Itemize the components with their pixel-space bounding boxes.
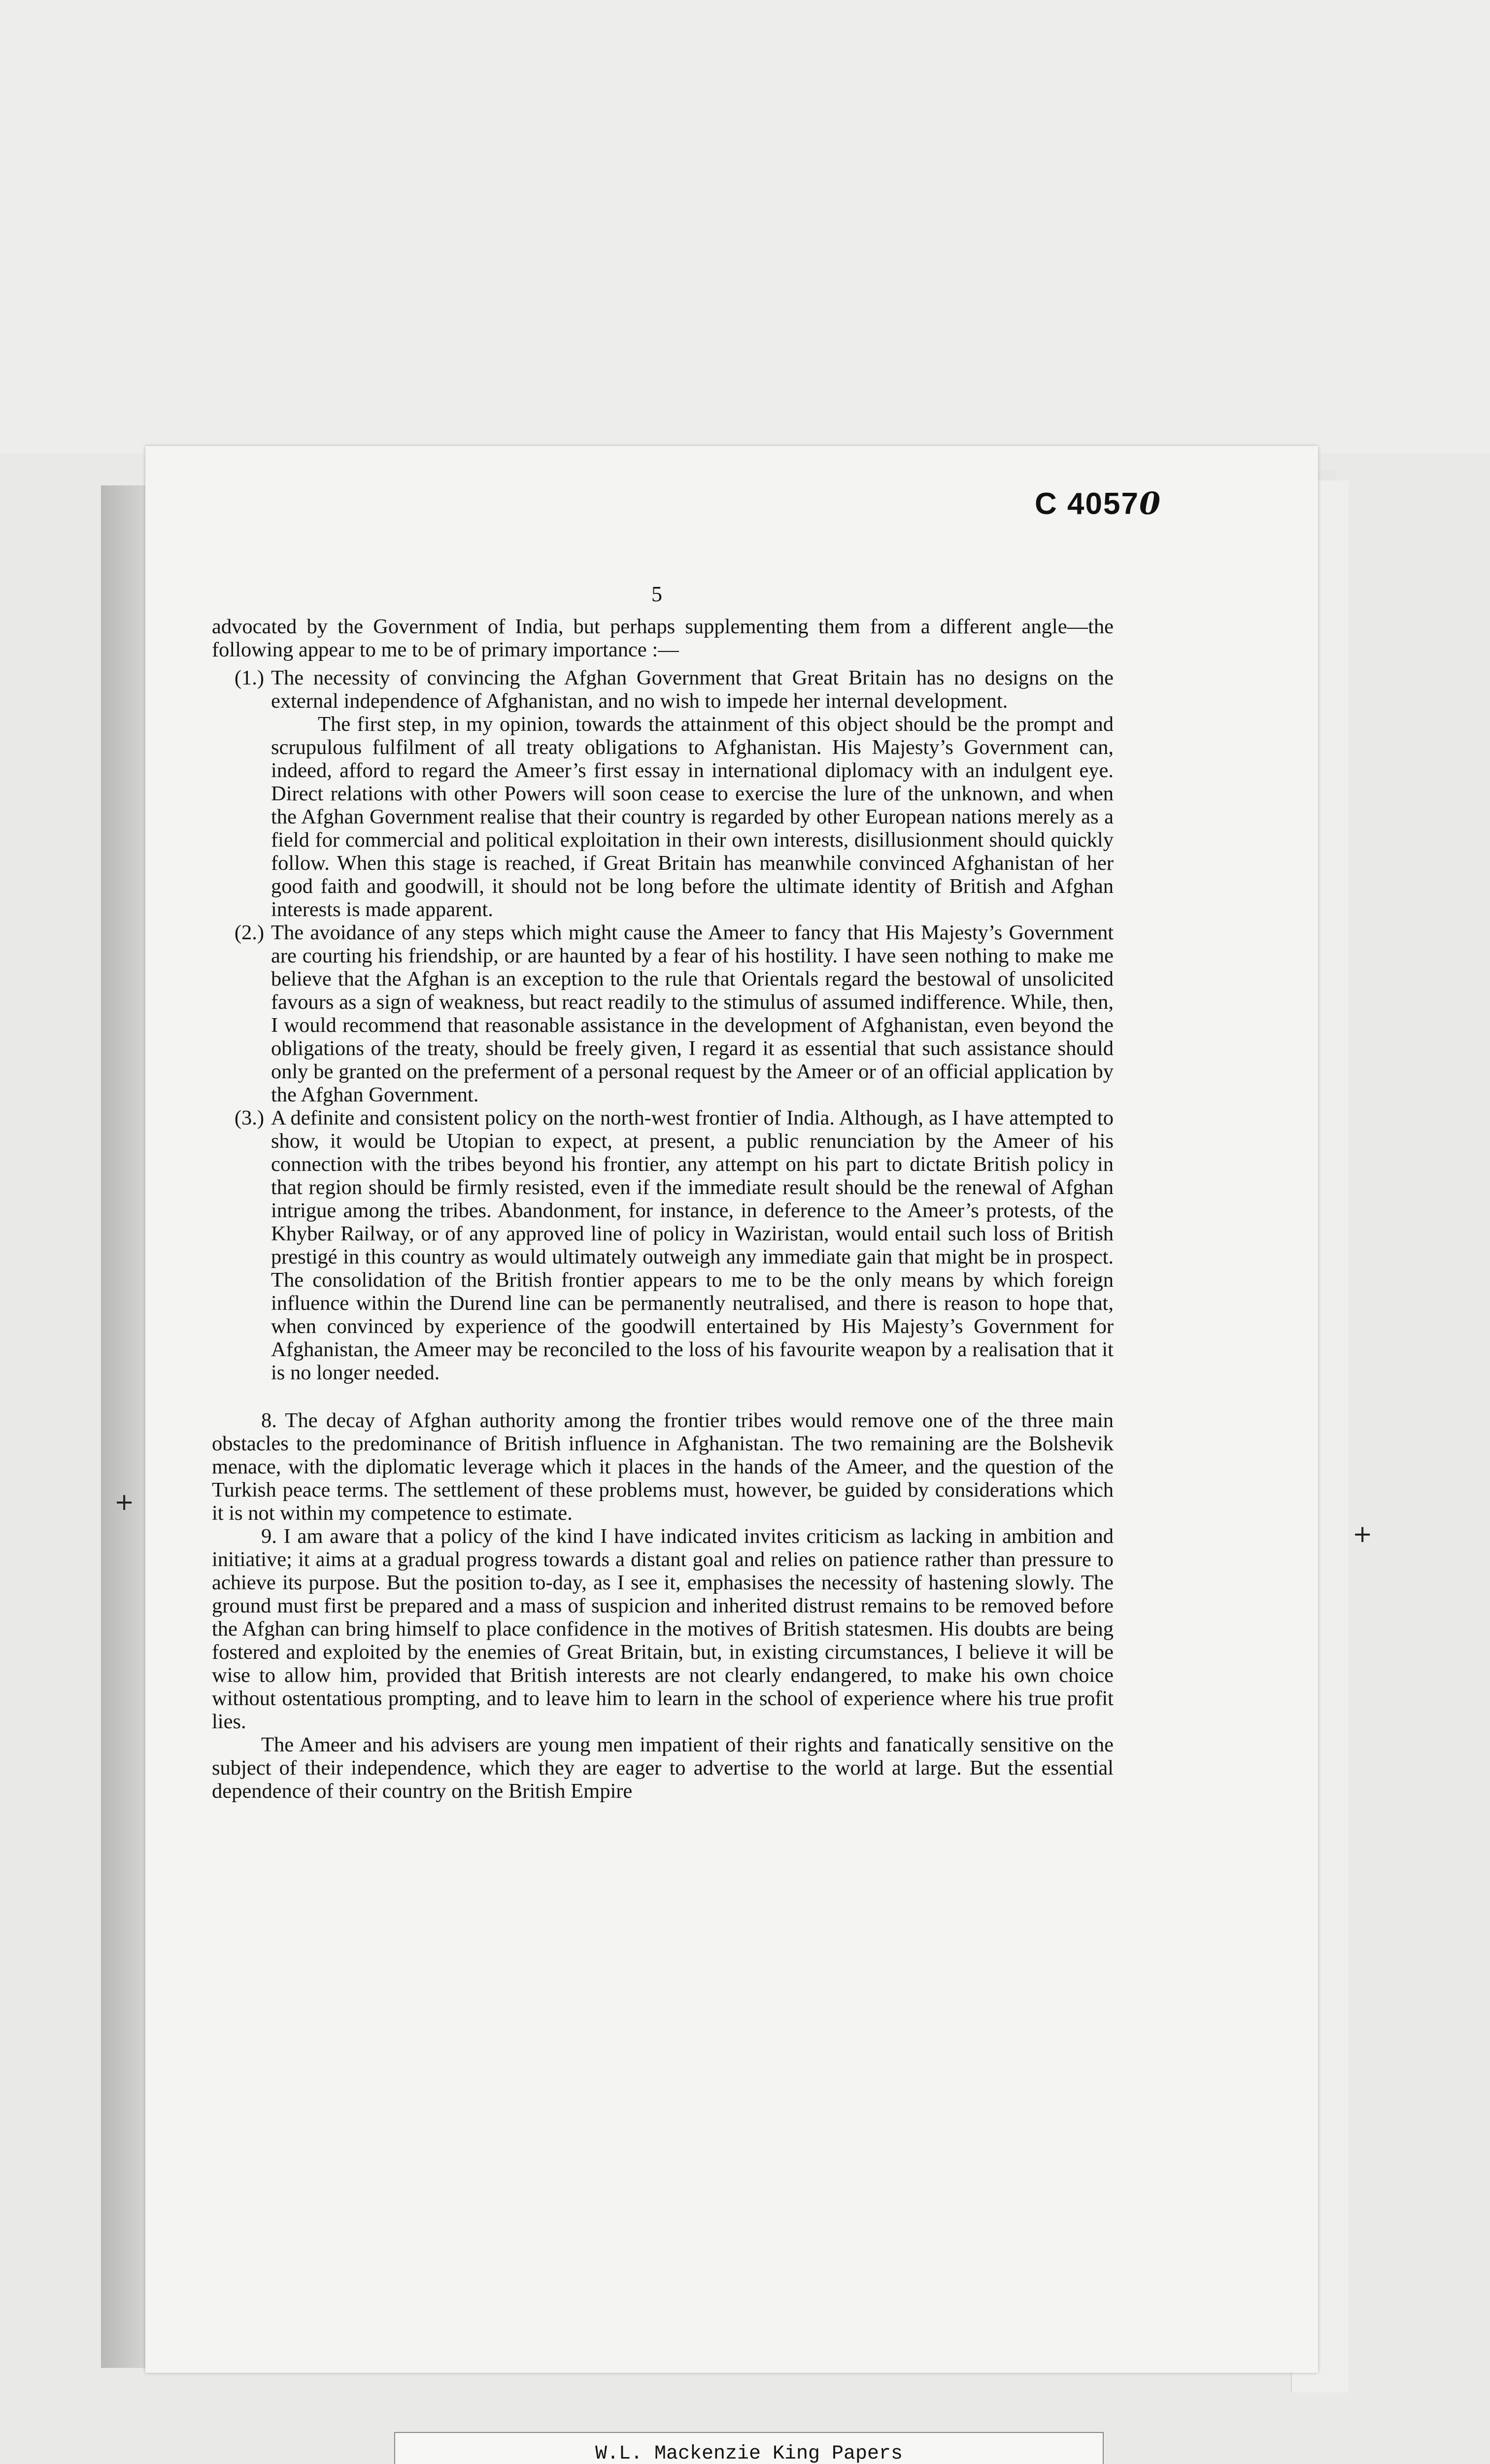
collection-label (394, 2432, 1104, 2464)
registration-mark-left: + (114, 1488, 135, 1516)
scan-background (0, 0, 1490, 453)
list-item-lead: A definite and consistent policy on the north-west frontier of India. Although, as I have attempted to show, it would be Utopian to expect, at present, a public renunciation by the Ameer of his connection with the tribes beyond his frontier, any attempt on his part to dictate British policy in that region should be firmly resisted, even if the immediate result should be the renewal of Afghan intrigue among the tribes. Abandonment, for instance, in deference to the Ameer’s protests, of the Khyber Railway, or of any approved line of policy in Waziristan, would entail such loss of British prestigé in this country as would ultimately outweigh any immediate gain that might be in prospect. The consolidation of the British frontier appears to me to be the only means by which foreign influence within the Durend line can be permanently neutralised, and there is reason to hope that, when convinced by experience of the goodwill entertained by His Majesty’s Government for Afghanistan, the Ameer may be reconciled to the loss of his favourite weapon by a realisation that it is no longer needed. (271, 1106, 1114, 1384)
reference-number-handwritten: 0 (1139, 485, 1162, 521)
list-item-body (271, 921, 1114, 1106)
list-item-number: (1.) (234, 666, 264, 689)
list-item (212, 921, 1114, 1106)
opening-paragraph: advocated by the Government of India, but perhaps supplementing them from a different angle—the following appear to me to be of primary importance :— (212, 615, 1114, 661)
list-item-lead: The avoidance of any steps which might cause the Ameer to fancy that His Majesty’s Government are courting his friendship, or are haunted by a fear of his hostility. I have seen nothing to make me believe that the Afghan is an exception to the rule that Orientals regard the bestowal of unsolicited favours as a sign of weakness, but react readily to the stimulus of assumed indifference. While, then, I would recommend that reasonable assistance in the development of Afghanistan, even beyond the obligations of the treaty, should be freely given, I regard it as essential that such assistance should only be granted on the preferment of a personal request by the Ameer or of an official application by the Afghan Government. (271, 921, 1114, 1106)
list-item-lead: The necessity of convincing the Afghan Government that Great Britain has no designs on the external independence of Afghanistan, and no wish to impede her internal development. (271, 666, 1114, 713)
spacer (212, 661, 1114, 666)
page-number: 5 (651, 582, 662, 606)
collection-label-title: W.L. Mackenzie King Papers (595, 2443, 903, 2464)
list-item-continuation: The first step, in my opinion, towards the attainment of this object should be the prompt and scrupulous fulfilment of all treaty obligations to Afghanistan. His Majesty’s Government can, indeed, afford to regard the Ameer’s first essay in international diplomacy with an indulgent eye. Direct relations with other Powers will soon cease to exercise the lure of the unknown, and when the Afghan Government realise that their country is regarded by other European nations merely as a field for commercial and political exploitation in their own interests, disillusionment should quickly follow. When this stage is reached, if Great Britain has meanwhile convinced Afghanistan of her good faith and goodwill, it should not be long before the ultimate identity of British and Afghan interests is made apparent. (271, 713, 1114, 921)
list-item (212, 1106, 1114, 1384)
paragraph-10: The Ameer and his advisers are young men impatient of their rights and fanatically sensitive on the subject of their independence, which they are eager to advertise to the world at large. But the essential dependence of their country on the British Empire (212, 1733, 1114, 1803)
spacer (212, 1384, 1114, 1409)
page-shadow (101, 485, 148, 2368)
reference-number-typed: C 4057 (1035, 487, 1139, 521)
list-item-number: (3.) (234, 1106, 264, 1129)
list-item-number: (2.) (234, 921, 264, 944)
paragraph-9: 9. I am aware that a policy of the kind I have indicated invites criticism as lacking in ambition and initiative; it aims at a gradual progress towards a distant goal and relies on patience rather than pressure to achieve its purpose. But the position to-day, as I see it, emphasises the necessity of hastening slowly. The ground must first be prepared and a mass of suspicion and inherited distrust remains to be removed before the Afghan can bring himself to place confidence in the motives of British statesmen. His doubts are being fostered and exploited by the enemies of Great Britain, but, in existing circumstances, I believe it will be wise to allow him, provided that British interests are not clearly endangered, to make his own choice without ostentatious prompting, and to leave him to learn in the school of experience where his true profit lies. (212, 1525, 1114, 1733)
reference-number (1035, 485, 1161, 521)
document-body (212, 615, 1114, 1803)
list-item (212, 666, 1114, 921)
list-item-body (271, 666, 1114, 921)
list-item-body (271, 1106, 1114, 1384)
paragraph-8: 8. The decay of Afghan authority among the frontier tribes would remove one of the three main obstacles to the predominance of British influence in Afghanistan. The two remaining are the Bolshevik menace, with the diplomatic leverage which it places in the hands of the Ameer, and the question of the Turkish peace terms. The settlement of these problems must, however, be guided by considerations which it is not within my competence to estimate. (212, 1409, 1114, 1525)
registration-mark-right: + (1353, 1520, 1373, 1548)
